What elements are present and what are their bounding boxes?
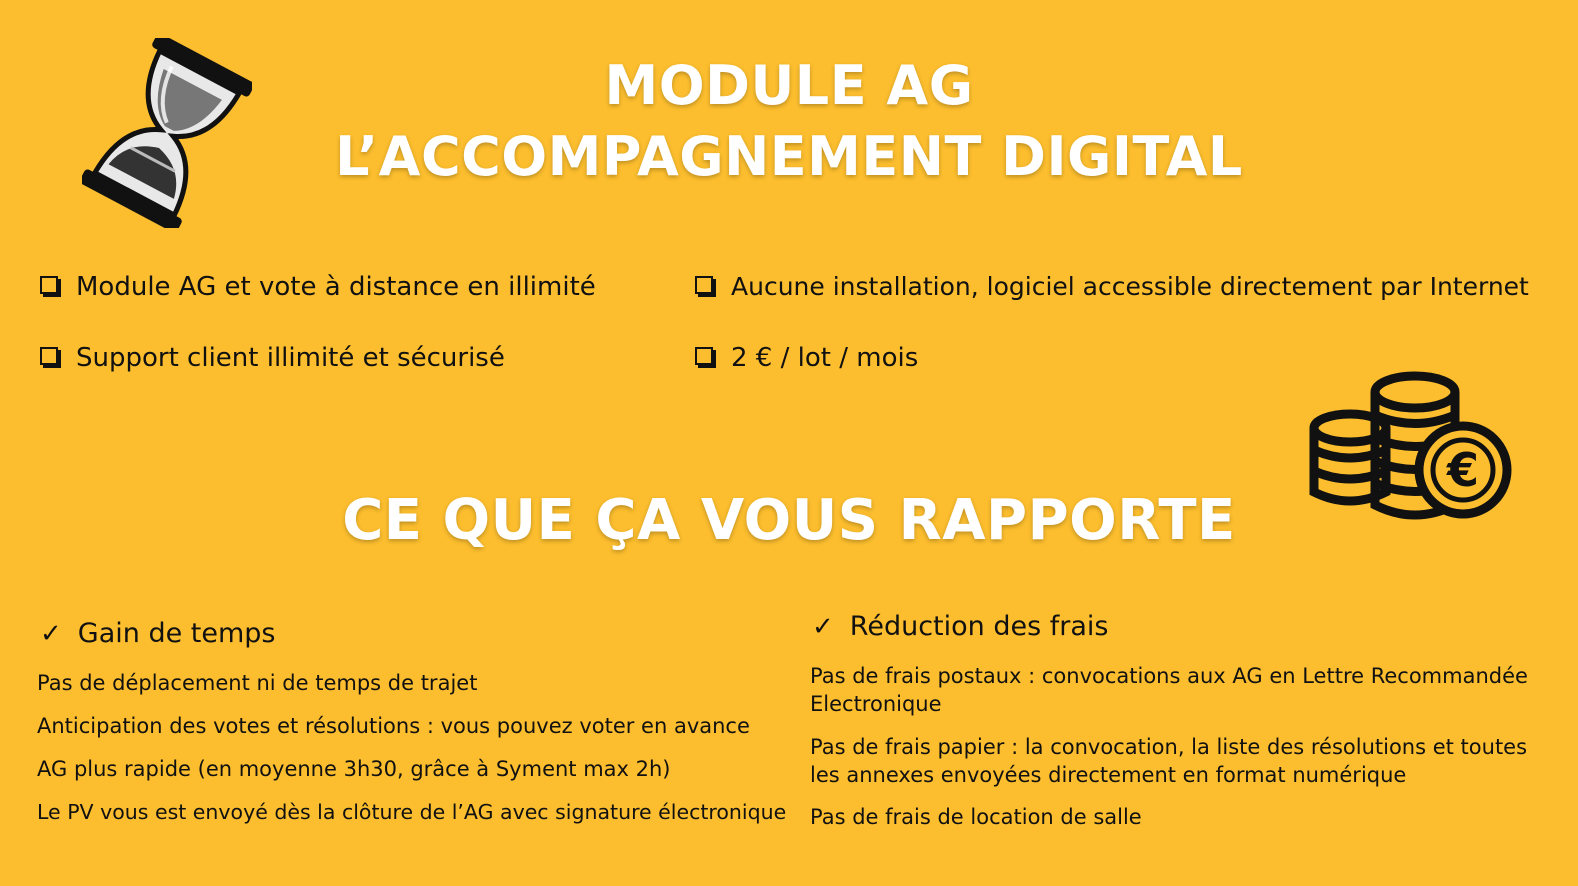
benefit-heading-time: [40, 618, 276, 649]
benefit-line: AG plus rapide (en moyenne 3h30, grâce à Syment max 2h): [37, 757, 671, 781]
page-title-line2: L’ACCOMPAGNEMENT DIGITAL: [335, 125, 1243, 188]
checkbox-icon: [40, 347, 58, 365]
benefit-heading-label: Gain de temps: [77, 618, 276, 649]
checkbox-icon: [40, 276, 58, 294]
feature-label: Module AG et vote à distance en illimité: [76, 272, 596, 302]
checkbox-icon: [695, 276, 713, 294]
page-title-line1: MODULE AG: [604, 54, 974, 117]
feature-label: Aucune installation, logiciel accessible directement par Internet: [731, 272, 1529, 301]
section-title: CE QUE ÇA VOUS RAPPORTE: [342, 488, 1236, 553]
feature-item: [40, 343, 505, 373]
feature-label: Support client illimité et sécurisé: [76, 343, 505, 373]
benefit-heading-costs: [812, 611, 1108, 642]
checkmark-icon: ✓: [812, 611, 834, 642]
benefit-heading-label: Réduction des frais: [849, 611, 1109, 642]
checkbox-icon: [695, 347, 713, 365]
benefit-line: Anticipation des votes et résolutions : vous pouvez voter en avance: [37, 714, 750, 738]
feature-item: [695, 343, 918, 373]
benefit-line: Pas de frais papier : la convocation, la liste des résolutions et toutes les annexes envoyées directement en format numérique: [810, 735, 1528, 787]
checkmark-icon: ✓: [40, 618, 62, 649]
svg-text:€: €: [1446, 443, 1480, 497]
benefit-line: Le PV vous est envoyé dès la clôture de l’AG avec signature électronique: [37, 800, 787, 824]
feature-item: [695, 272, 1529, 301]
benefit-line: Pas de frais postaux : convocations aux AG en Lettre Recommandée Electronique: [810, 664, 1528, 716]
benefit-line: Pas de déplacement ni de temps de trajet: [37, 671, 478, 695]
feature-item: [40, 272, 596, 302]
feature-label: 2 € / lot / mois: [731, 343, 919, 373]
benefit-line: Pas de frais de location de salle: [810, 805, 1142, 829]
